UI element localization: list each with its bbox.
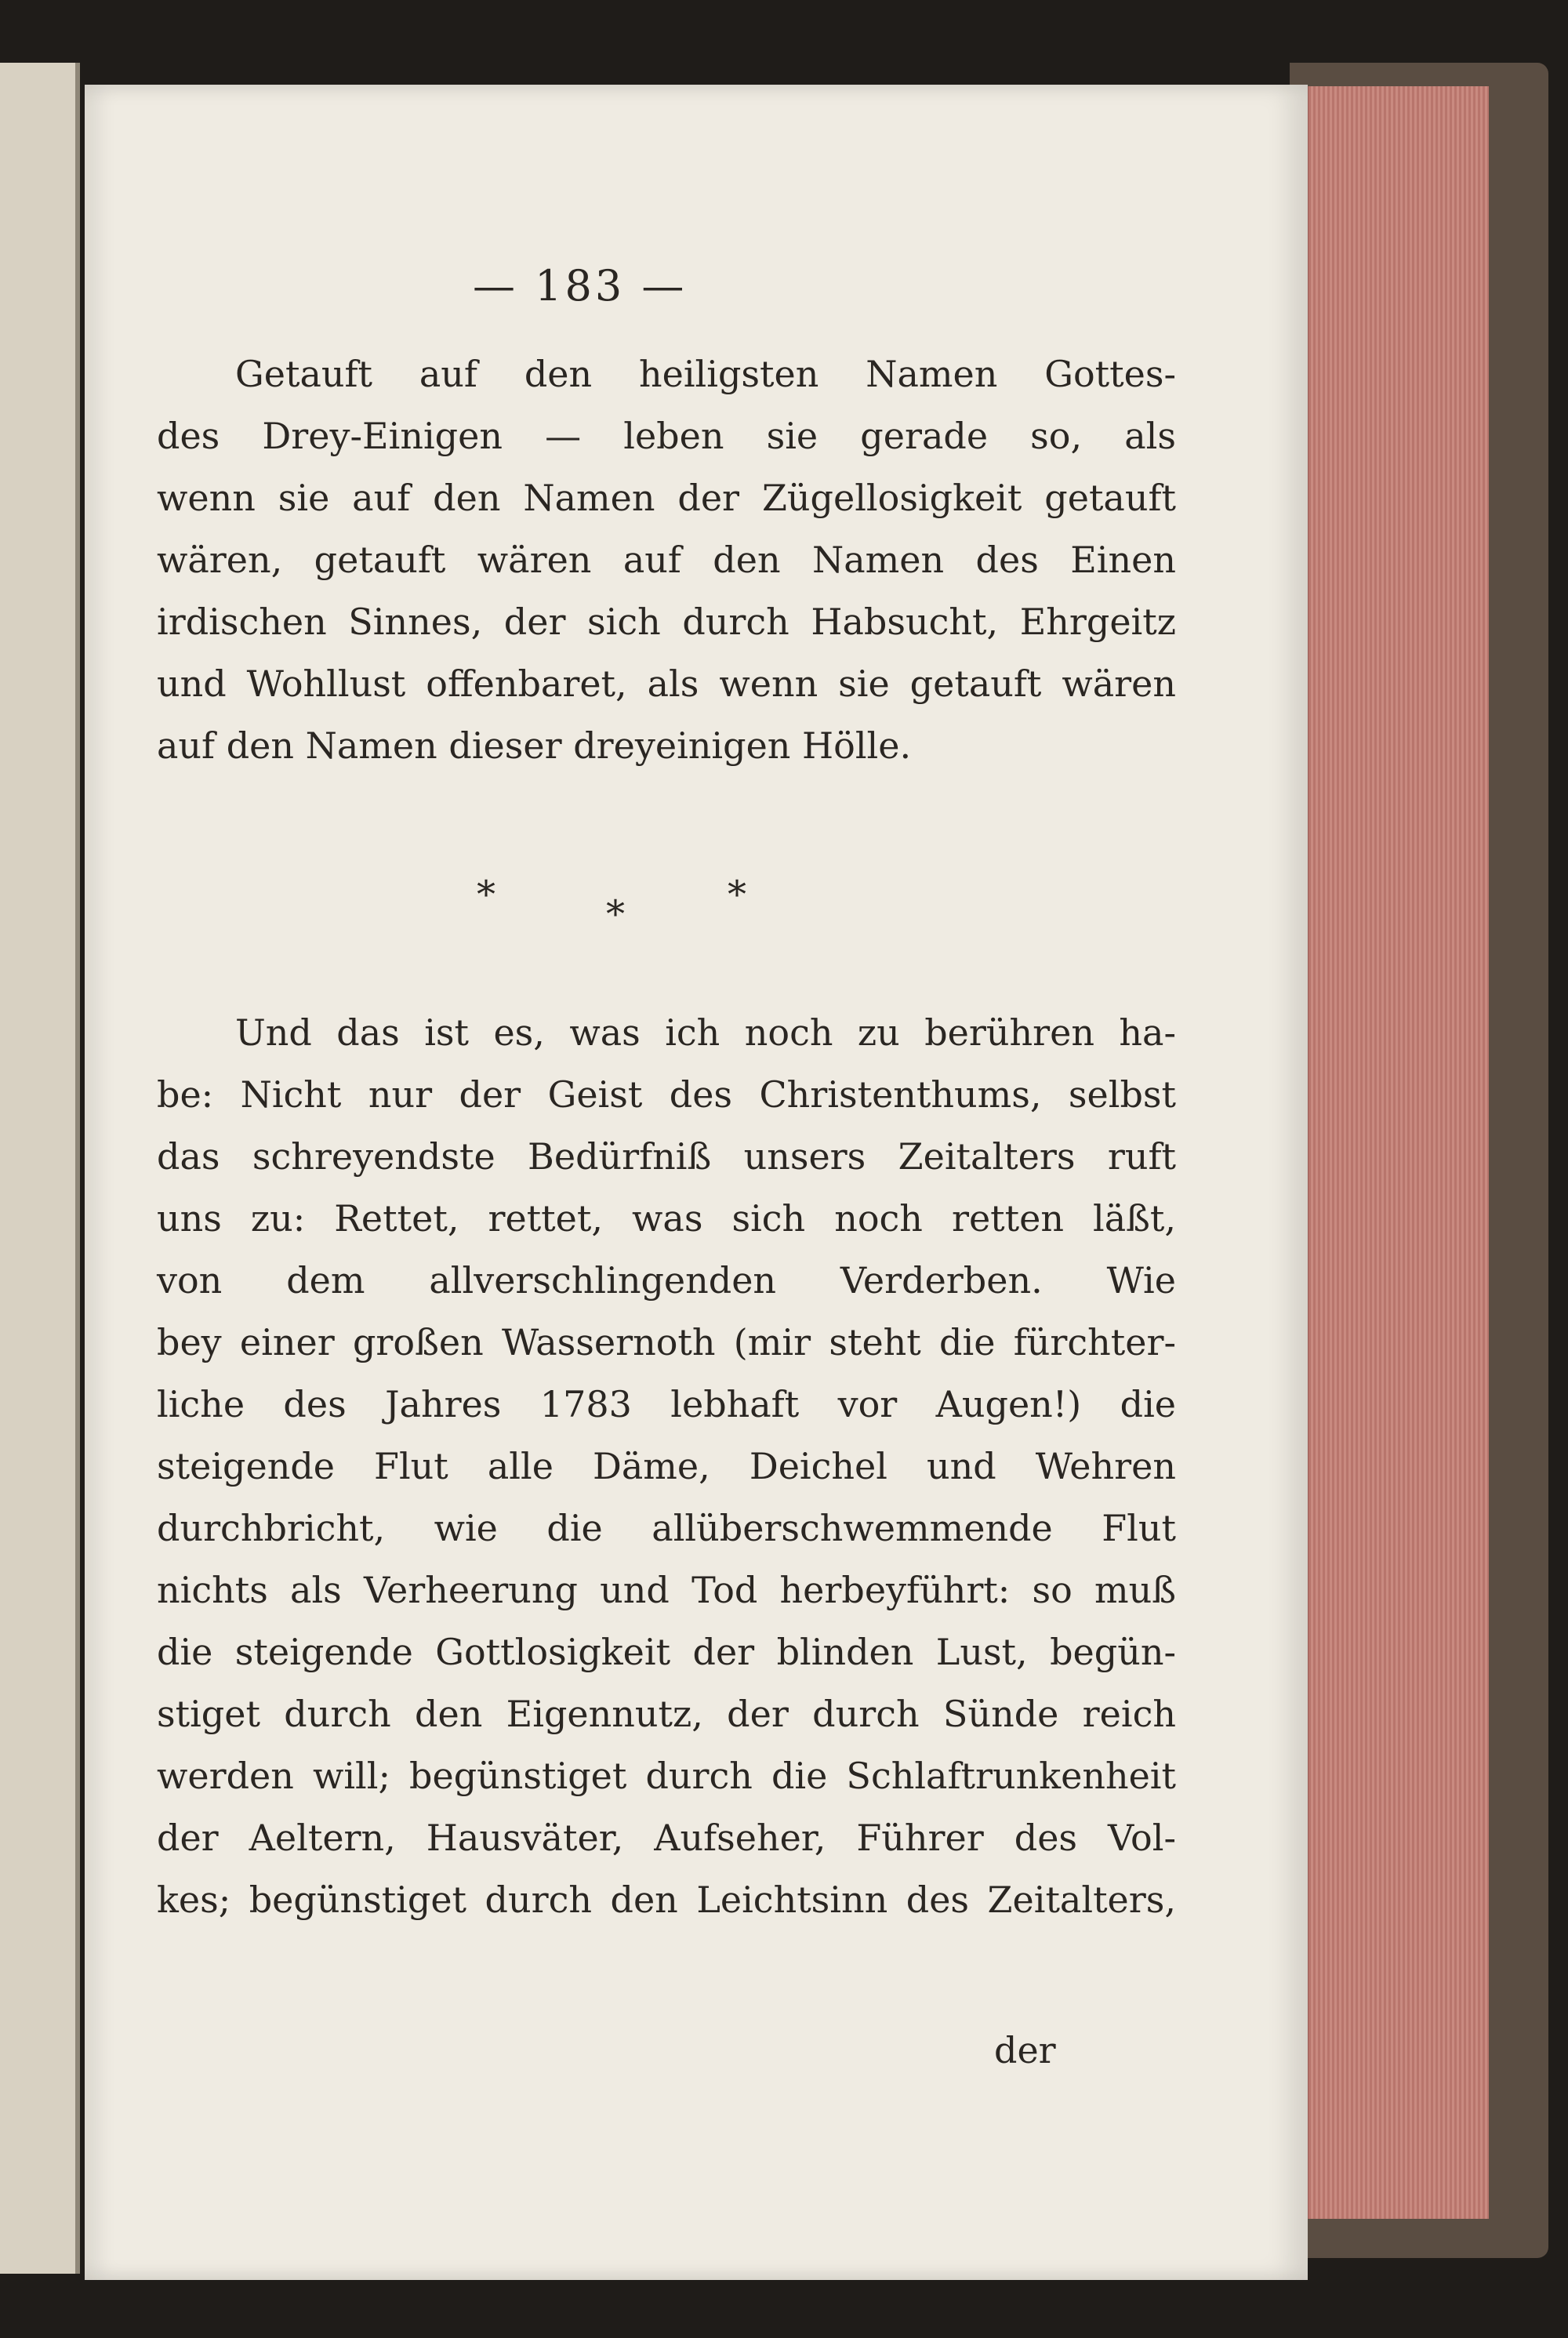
text-line: das schreyendste Bedürfniß unsers Zeitalters ruft bbox=[157, 1135, 1176, 1178]
text-line: die steigende Gottlosigkeit der blinden Lust, begün- bbox=[157, 1631, 1176, 1673]
page-edges bbox=[1305, 86, 1489, 2219]
text-line: und Wohllust offenbaret, als wenn sie getauft wären bbox=[157, 663, 1176, 705]
text-line: auf den Namen dieser dreyeinigen Hölle. bbox=[157, 724, 912, 767]
facing-page-edge bbox=[0, 63, 80, 2274]
text-line: irdischen Sinnes, der sich durch Habsucht, Ehrgeitz bbox=[157, 601, 1176, 643]
asterisk: * bbox=[728, 873, 746, 917]
text-line: durchbricht, wie die allüberschwemmende Flut bbox=[157, 1507, 1176, 1549]
paragraph-2 bbox=[157, 1002, 1176, 1931]
paragraph-1 bbox=[157, 343, 1176, 777]
text-line: wenn sie auf den Namen der Zügellosigkeit getauft bbox=[157, 477, 1176, 519]
text-line: bey einer großen Wassernoth (mir steht die fürchter- bbox=[157, 1321, 1176, 1363]
text-line: Getauft auf den heiligsten Namen Gottes- bbox=[235, 353, 1176, 395]
text-line: des Drey-Einigen — leben sie gerade so, als bbox=[157, 415, 1176, 457]
text-line: steigende Flut alle Däme, Deichel und Wehren bbox=[157, 1445, 1176, 1487]
text-line: von dem allverschlingenden Verderben. Wie bbox=[157, 1259, 1176, 1302]
text-line: liche des Jahres 1783 lebhaft vor Augen!) die bbox=[157, 1383, 1176, 1425]
text-line: wären, getauft wären auf den Namen des Einen bbox=[157, 539, 1176, 581]
text-line: werden will; begünstiget durch die Schlaftrunkenheit bbox=[157, 1755, 1176, 1797]
text-line: Und das ist es, was ich noch zu berühren ha- bbox=[235, 1011, 1176, 1054]
page-number: — 183 — bbox=[473, 261, 688, 310]
asterisk: * bbox=[477, 873, 495, 917]
text-line: kes; begünstiget durch den Leichtsinn des Zeitalters, bbox=[157, 1879, 1176, 1921]
book-page bbox=[85, 85, 1308, 2280]
catchword: der bbox=[994, 2029, 1056, 2071]
text-line: stiget durch den Eigennutz, der durch Sünde reich bbox=[157, 1693, 1176, 1735]
text-line: nichts als Verheerung und Tod herbeyführt: so muß bbox=[157, 1569, 1176, 1611]
text-line: uns zu: Rettet, rettet, was sich noch retten läßt, bbox=[157, 1197, 1176, 1240]
text-line: be: Nicht nur der Geist des Christenthums, selbst bbox=[157, 1073, 1176, 1116]
text-line: der Aeltern, Hausväter, Aufseher, Führer des Vol- bbox=[157, 1817, 1176, 1859]
asterisk: * bbox=[606, 892, 625, 936]
